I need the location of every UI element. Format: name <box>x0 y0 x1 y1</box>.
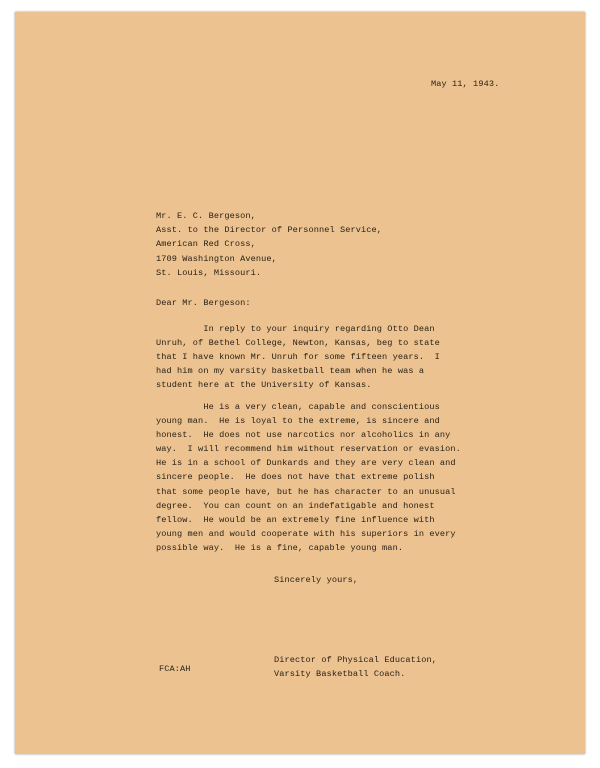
body-line: sincere people. He does not have that extreme polish <box>156 472 435 483</box>
signature-line: Varsity Basketball Coach. <box>274 669 406 679</box>
body-line: young man. He is loyal to the extreme, is sincere and <box>156 416 440 427</box>
typist-initials: FCA:AH <box>159 664 191 674</box>
body-line: He is a very clean, capable and conscientious <box>156 402 440 412</box>
body-line: that I have known Mr. Unruh for some fifteen years. I <box>156 352 440 363</box>
address-line: Asst. to the Director of Personnel Service, <box>156 225 383 236</box>
body-line: He is in a school of Dunkards and they are very clean and <box>156 458 456 469</box>
body-line: had him on my varsity basketball team when he was a <box>156 366 425 377</box>
body-line: that some people have, but he has character to an unusual <box>156 486 456 497</box>
signature-block <box>274 655 437 683</box>
body-line: degree. You can count on an indefatigable and honest <box>156 500 435 511</box>
address-line: American Red Cross, <box>156 239 256 250</box>
letter-date: May 11, 1943. <box>431 79 500 89</box>
body-line: Unruh, of Bethel College, Newton, Kansas, beg to state <box>156 338 440 349</box>
body-line: way. I will recommend him without reservation or evasion. <box>156 444 461 455</box>
paragraph-1 <box>156 324 440 394</box>
body-line: student here at the University of Kansas. <box>156 380 372 391</box>
paragraph-2 <box>156 402 461 557</box>
address-line: St. Louis, Missouri. <box>156 267 262 278</box>
body-line: honest. He does not use narcotics nor alcoholics in any <box>156 430 451 441</box>
body-line: In reply to your inquiry regarding Otto Dean <box>156 324 435 334</box>
closing: Sincerely yours, <box>274 575 359 585</box>
address-line: Mr. E. C. Bergeson, <box>156 211 256 221</box>
recipient-address <box>156 211 382 282</box>
letter-page <box>15 12 585 754</box>
address-line: 1709 Washington Avenue, <box>156 253 277 264</box>
body-line: possible way. He is a fine, capable young man. <box>156 542 404 553</box>
salutation: Dear Mr. Bergeson: <box>156 298 251 308</box>
body-line: young men and would cooperate with his superiors in every <box>156 528 456 539</box>
signature-line: Director of Physical Education, <box>274 655 437 665</box>
body-line: fellow. He would be an extremely fine influence with <box>156 514 435 525</box>
